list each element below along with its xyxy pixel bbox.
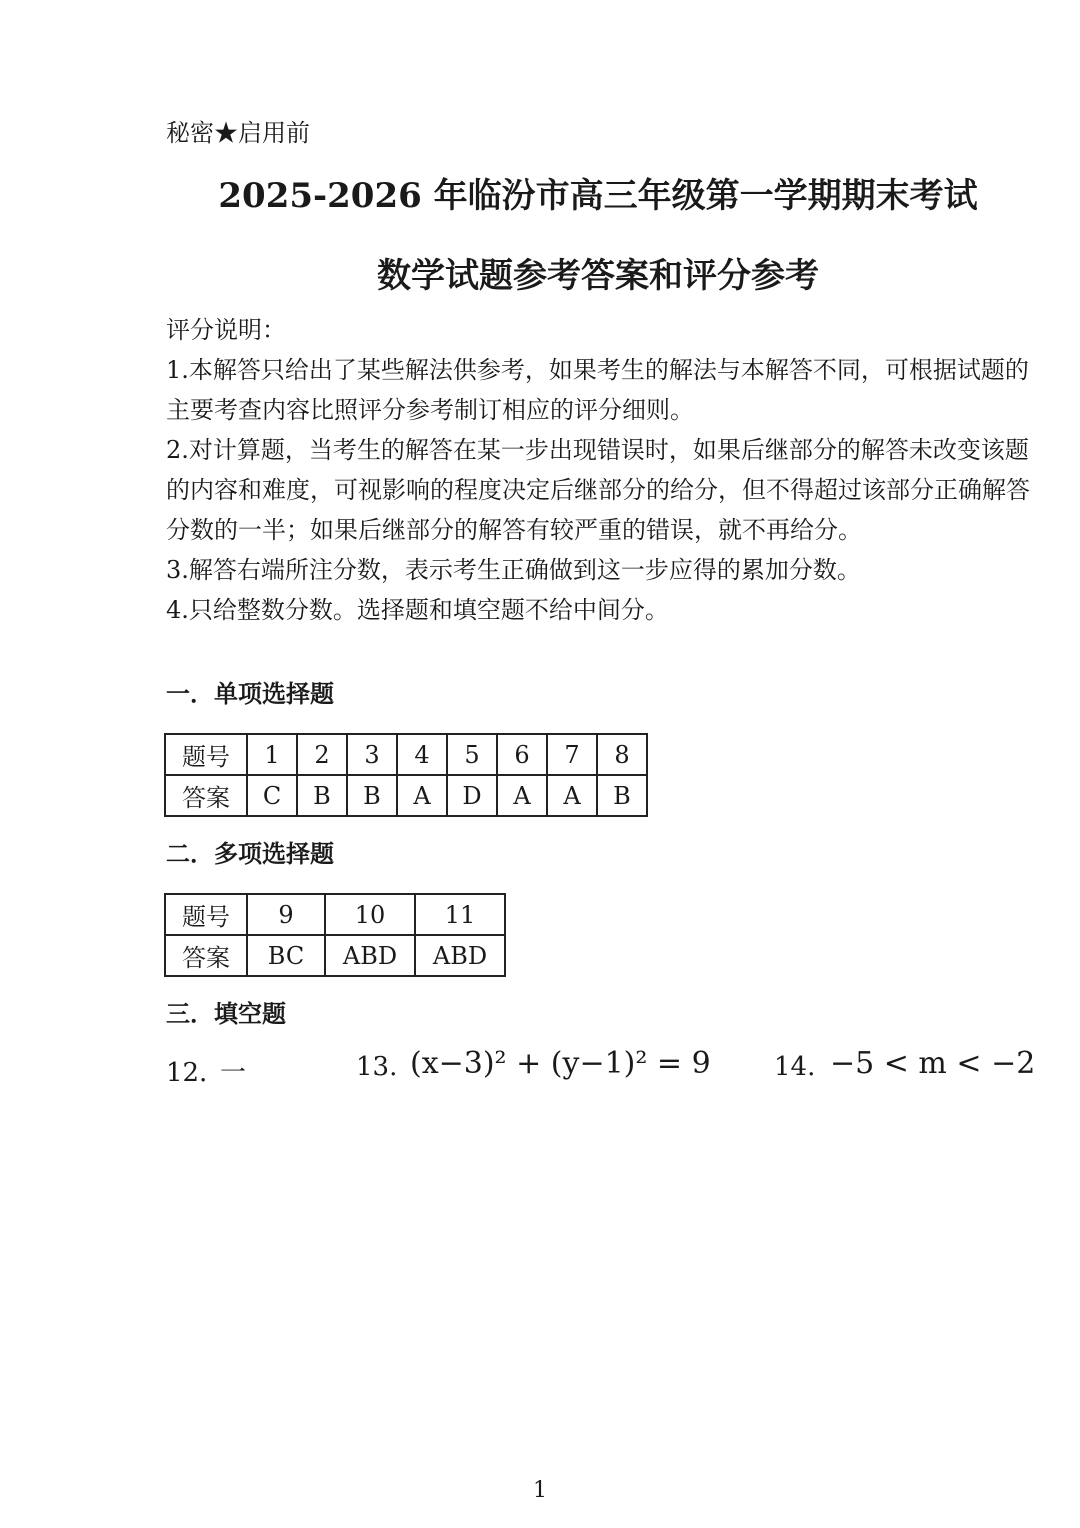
question-number-cell: 3 (347, 734, 397, 775)
answer-cell: B (597, 775, 647, 816)
q14-label: 14. (774, 1052, 816, 1082)
answer-cell: A (397, 775, 447, 816)
q12-answer: 一 (220, 1058, 247, 1088)
answer-cell: BC (247, 935, 325, 976)
note-item: 2.对计算题，当考生的解答在某一步出现错误时，如果后继部分的解答未改变该题的内容和难度，可视影响的程度决定后继部分的给分，但不得超过该部分正确解答分数的一半；如果后继部分的解答有较严重的错误，就不再给分。 (166, 436, 1030, 544)
answer-cell: ABD (415, 935, 505, 976)
single-choice-answer-table (164, 733, 648, 817)
table-row (165, 935, 505, 976)
page-title: 2025-2026 年临汾市高三年级第一学期期末考试 (218, 176, 978, 216)
question-number-cell: 9 (247, 894, 325, 935)
table-row (165, 775, 647, 816)
table-header-cell: 题号 (165, 894, 247, 935)
note-item: 1.本解答只给出了某些解法供参考，如果考生的解法与本解答不同，可根据试题的主要考查内容比照评分参考制订相应的评分细则。 (166, 356, 1029, 424)
q14-answer: −5 < m < −2 (830, 1046, 1036, 1081)
secret-label: 秘密★启用前 (166, 119, 310, 147)
notes-heading: 评分说明： (166, 316, 286, 344)
question-number-cell: 10 (325, 894, 415, 935)
q12-label: 12． (166, 1058, 226, 1088)
q13-answer: (x−3)² + (y−1)² = 9 (410, 1046, 711, 1081)
page-number: 1 (533, 1478, 547, 1503)
scoring-notes (166, 310, 1036, 630)
answer-cell: ABD (325, 935, 415, 976)
answer-cell: A (497, 775, 547, 816)
table-row (165, 894, 505, 935)
q13-label: 13. (356, 1052, 398, 1082)
answer-cell: A (547, 775, 597, 816)
section-title-multi-choice: 二．多项选择题 (166, 839, 334, 868)
answer-cell: C (247, 775, 297, 816)
question-number-cell: 4 (397, 734, 447, 775)
section-title-single-choice: 一．单项选择题 (166, 679, 334, 708)
question-number-cell: 5 (447, 734, 497, 775)
answer-cell: D (447, 775, 497, 816)
question-number-cell: 11 (415, 894, 505, 935)
table-row (165, 734, 647, 775)
table-header-cell: 答案 (165, 775, 247, 816)
multi-choice-answer-table (164, 893, 506, 977)
question-number-cell: 2 (297, 734, 347, 775)
question-number-cell: 7 (547, 734, 597, 775)
note-item: 4.只给整数分数。选择题和填空题不给中间分。 (166, 596, 669, 624)
page-subtitle: 数学试题参考答案和评分参考 (377, 256, 819, 296)
section-title-fill-blank: 三．填空题 (166, 999, 286, 1028)
table-header-cell: 答案 (165, 935, 247, 976)
question-number-cell: 6 (497, 734, 547, 775)
note-item: 3.解答右端所注分数，表示考生正确做到这一步应得的累加分数。 (166, 556, 861, 584)
answer-cell: B (297, 775, 347, 816)
question-number-cell: 1 (247, 734, 297, 775)
table-header-cell: 题号 (165, 734, 247, 775)
answer-cell: B (347, 775, 397, 816)
question-number-cell: 8 (597, 734, 647, 775)
